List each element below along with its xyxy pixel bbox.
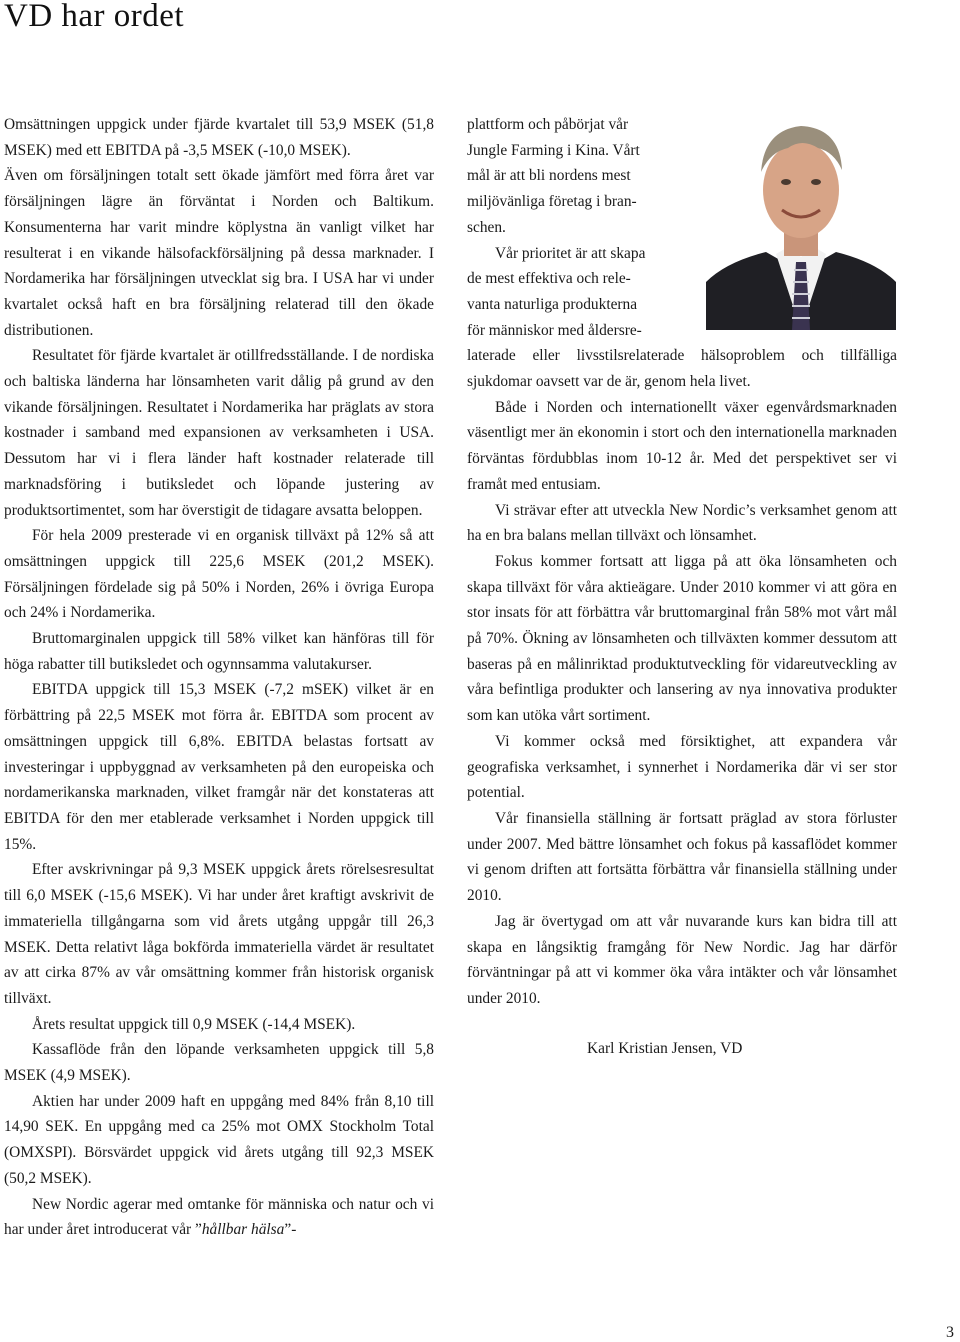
text-line: Vår prioritet är att skapa: [495, 244, 646, 262]
left-column: [4, 112, 434, 1243]
text-line: Jungle Farming i Kina. Vårt: [467, 141, 640, 159]
paragraph: Både i Norden och internationellt växer egenvårdsmarknaden väsentligt mer än ekonomin i stort och den internationella marknaden förväntas fördubblas inom 10-12 år. Med det perspektivet ser vi framåt med entusiam.: [467, 398, 897, 493]
paragraph: EBITDA uppgick till 15,3 MSEK (-7,2 mSEK) vilket är en förbättring på 22,5 MSEK mot förra år. EBITDA som procent av omsättningen uppgick till 6,8%. EBITDA belastas fortsatt av investeringar i uppbyggnad av verksamheten på den europeiska och nordamerikanska marknaden, vilket framgår när det konstateras att EBITDA för den mer etablerade verksamhet i Norden uppgick till 15%.: [4, 681, 434, 853]
paragraph: Även om försäljningen totalt sett ökade jämfört med förra året var försäljningen lägre än förväntat i Norden och Baltikum. Konsumenterna har varit mindre köplystna än vanligt vilket har resulterat i en vikande hälsofackförsäljning på dessa marknader. I Nordamerika har försäljningen utvecklat sig bra. I USA har vi under kvartalet också haft en bra försäljning relaterad till den ökade distributionen.: [4, 167, 434, 339]
right-column: [467, 112, 897, 1061]
text-line: plattform och påbörjat vår: [467, 116, 629, 133]
page-title: VD har ordet: [4, 0, 185, 34]
paragraph-text: New Nordic agerar med omtanke för människa och natur och vi har under året introducerat vår ”: [4, 1195, 434, 1239]
paragraph: Efter avskrivningar på 9,3 MSEK uppgick årets rörelsesresultat till 6,0 MSEK (-15,6 MSEK). Vi har under året kraftigt avskrivit de immateriella tillgångarna som vid årets utgång uppgår till 26,3 MSEK. Detta relativt låga bokförda immateriella värdet är resultatet av att cirka 87% av vår omsättning kommer från historisk organisk tillväxt.: [4, 861, 434, 1007]
page-number: 3: [946, 1324, 954, 1341]
paragraph: Fokus kommer fortsatt att ligga på att öka lönsamheten och skapa tillväxt för våra aktieägare. Under 2010 kommer vi att göra en stor insats för att förbättra vår bruttomarginal från 58% mot vårt mål på 70%. Ökning av lönsamheten och tillväxten kommer dessutom att baseras på en målinriktad produktutveckling för vidareutveckling av våra befintliga produkter och lansering av nya innovativa produkter som kan utöka vårt sortiment.: [467, 552, 897, 725]
italic-phrase: hållbar hälsa: [201, 1221, 285, 1239]
paragraph: Kassaflöde från den löpande verksamheten uppgick till 5,8 MSEK (4,9 MSEK).: [4, 1041, 434, 1085]
text-line: schen.: [467, 218, 506, 236]
paragraph: Vi strävar efter att utveckla New Nordic’s verksamhet genom att ha en bra balans mellan tillväxt och lönsamhet.: [467, 501, 897, 545]
paragraph: För hela 2009 presterade vi en organisk tillväxt på 12% så att omsättningen uppgick till 225,6 MSEK (201,2 MSEK). Försäljningen fördelade sig på 50% i Norden, 26% i övriga Europa och 24% i Nordamerika.: [4, 527, 434, 622]
paragraph: Jag är övertygad om att vår nuvarande kurs kan bidra till att skapa en långsiktig framgång för New Nordic. Jag har därför förväntningar på att vi kommer öka våra intäkter och vår lönsamhet under 2010.: [467, 912, 897, 1007]
paragraph: Omsättningen uppgick under fjärde kvartalet till 53,9 MSEK (51,8 MSEK) med ett EBITDA på -3,5 MSEK (-10,0 MSEK).: [4, 116, 434, 159]
paragraph-tail: ”-: [284, 1221, 297, 1239]
signature: Karl Kristian Jensen, VD: [587, 1039, 743, 1057]
text-line: vanta naturliga produkterna: [467, 295, 638, 313]
paragraph: Vi kommer också med försiktighet, att expandera vår geografiska verksamhet, i synnerhet i Nordamerika där vi ser stor potential.: [467, 732, 897, 802]
text-line: mål är att bli nordens mest: [467, 167, 631, 185]
text-line: miljövänliga företag i bran-: [467, 193, 637, 211]
text-line: för människor med åldersre-: [467, 321, 642, 339]
paragraph: Vår finansiella ställning är fortsatt präglad av stora förluster under 2007. Med bättre lönsamhet och fokus på kassaflödet kommer vi genom driften att fortsätta förbättra vår finansiella ställning under 2010.: [467, 809, 897, 905]
paragraph: Årets resultat uppgick till 0,9 MSEK (-14,4 MSEK).: [32, 1015, 356, 1033]
wrapped-lines: [467, 112, 685, 343]
paragraph: Resultatet för fjärde kvartalet är otillfredsställande. I de nordiska och baltiska länderna har lönsamheten varit dålig på grund av den vikande försäljningen. Resultatet i Nordamerika har präglats av stora kostnader i samband med expansionen av verksamheten i USA. Dessutom har vi i flera länder haft kostnader relaterade till marknadsföring i butiksledet och löpande justering av produktsortimentet, som har överstigit de tidagare avsatta beloppen.: [4, 347, 434, 519]
paragraph: laterade eller livsstilsrelaterade hälsoproblem och tillfälliga sjukdomar oavsett var de är, genom hela livet.: [467, 347, 897, 391]
paragraph-last: [4, 1192, 434, 1243]
paragraph: Aktien har under 2009 haft en uppgång med 84% från 8,10 till 14,90 SEK. En uppgång med ca 25% mot OMX Stockholm Total (OMXSPI). Börsvärdet uppgick vid årets utgång till 92,3 MSEK (50,2 MSEK).: [4, 1092, 434, 1187]
text-line: de mest effektiva och rele-: [467, 270, 631, 288]
paragraph: Bruttomarginalen uppgick till 58% vilket kan hänföras till för höga rabatter till butiksledet och ogynnsamma valutakurser.: [4, 630, 434, 673]
